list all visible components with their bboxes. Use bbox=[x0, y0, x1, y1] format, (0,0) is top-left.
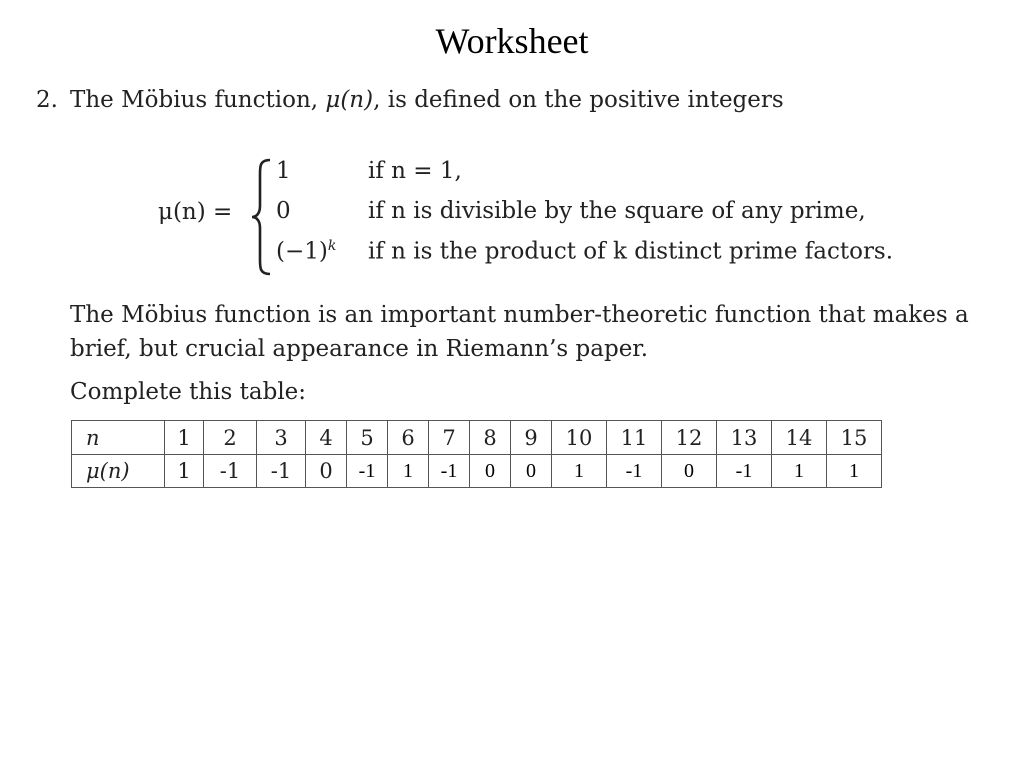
problem-intro-before: The Möbius function, bbox=[70, 87, 326, 113]
definition-case-2 bbox=[276, 198, 866, 224]
problem-statement bbox=[36, 84, 996, 116]
mu-cell: 0 bbox=[511, 455, 552, 488]
n-cell: 7 bbox=[429, 421, 470, 455]
mu-cell: -1 bbox=[257, 455, 306, 488]
n-cell: 1 bbox=[165, 421, 204, 455]
mu-cell: -1 bbox=[347, 455, 388, 488]
mu-cell: -1 bbox=[204, 455, 257, 488]
case-1-condition: if n = 1, bbox=[368, 158, 462, 184]
n-cell: 4 bbox=[306, 421, 347, 455]
n-cell: 12 bbox=[662, 421, 717, 455]
mu-cell: 1 bbox=[388, 455, 429, 488]
row-n-label: n bbox=[72, 421, 165, 455]
problem-intro-func: μ(n) bbox=[325, 87, 374, 113]
n-cell: 14 bbox=[772, 421, 827, 455]
case-3-base: (−1) bbox=[276, 238, 328, 265]
definition-case-1 bbox=[276, 158, 462, 184]
mu-cell: -1 bbox=[429, 455, 470, 488]
definition-lhs: μ(n) = bbox=[158, 199, 233, 225]
left-brace-icon bbox=[250, 158, 274, 276]
mu-cell: 0 bbox=[470, 455, 511, 488]
n-cell: 8 bbox=[470, 421, 511, 455]
mu-cell: 0 bbox=[306, 455, 347, 488]
mu-cell: 0 bbox=[662, 455, 717, 488]
case-3-exponent: k bbox=[327, 238, 337, 254]
n-cell: 9 bbox=[511, 421, 552, 455]
description-paragraph: The Möbius function is an important number-theoretic function that makes a brief, but crucial appearance in Riemann’s paper. bbox=[70, 302, 969, 362]
n-cell: 13 bbox=[717, 421, 772, 455]
case-2-value: 0 bbox=[276, 198, 291, 224]
case-3-value bbox=[276, 238, 368, 265]
row-mu-label: μ(n) bbox=[72, 455, 165, 488]
mu-cell: 1 bbox=[552, 455, 607, 488]
n-cell: 6 bbox=[388, 421, 429, 455]
mu-cell: -1 bbox=[717, 455, 772, 488]
n-cell: 15 bbox=[827, 421, 882, 455]
n-cell: 10 bbox=[552, 421, 607, 455]
problem-number: 2. bbox=[36, 87, 58, 113]
case-2-condition: if n is divisible by the square of any prime, bbox=[368, 198, 866, 224]
problem-intro-after: , is defined on the positive integers bbox=[373, 87, 784, 113]
n-cell: 5 bbox=[347, 421, 388, 455]
mobius-table bbox=[71, 420, 882, 488]
case-3-condition: if n is the product of k distinct prime factors. bbox=[368, 238, 894, 265]
table-instruction: Complete this table: bbox=[70, 379, 307, 405]
n-cell: 11 bbox=[607, 421, 662, 455]
mu-cell: -1 bbox=[607, 455, 662, 488]
mu-cell: 1 bbox=[165, 455, 204, 488]
mu-cell: 1 bbox=[772, 455, 827, 488]
n-cell: 2 bbox=[204, 421, 257, 455]
n-cell: 3 bbox=[257, 421, 306, 455]
definition-case-3 bbox=[276, 238, 893, 265]
table-row-mu bbox=[72, 455, 882, 488]
case-1-value: 1 bbox=[276, 158, 291, 184]
page-title: Worksheet bbox=[435, 21, 589, 61]
mu-cell: 1 bbox=[827, 455, 882, 488]
table-row-n bbox=[72, 421, 882, 455]
